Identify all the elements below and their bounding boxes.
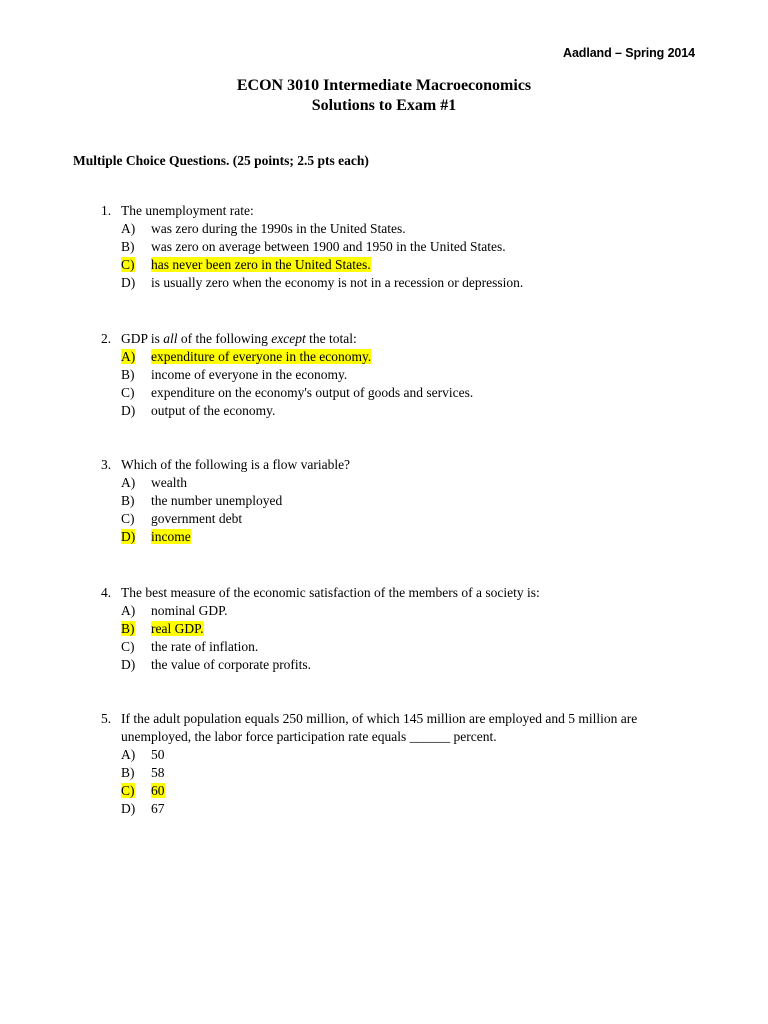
option-c [121, 638, 661, 656]
option-letter: A) [121, 603, 136, 618]
option-text: the value of corporate profits. [151, 657, 312, 672]
option-d [121, 274, 661, 292]
option-letter: B) [121, 367, 135, 382]
option-text: wealth [151, 475, 187, 490]
option-letter: D) [121, 403, 136, 418]
question-text: The best measure of the economic satisfaction of the members of a society is: [121, 585, 540, 600]
option-b [121, 764, 661, 782]
answer-highlight: income [151, 529, 191, 544]
option-letter-highlighted: C) [121, 783, 135, 798]
question-number: 3. [101, 457, 112, 472]
question-number: 2. [101, 331, 112, 346]
question-text: Which of the following is a flow variable? [121, 457, 351, 472]
question-stem [101, 584, 661, 602]
option-text: was zero during the 1990s in the United States. [151, 221, 406, 236]
question-stem [101, 330, 661, 348]
answer-highlight: real GDP. [151, 621, 204, 636]
option-letter: D) [121, 801, 136, 816]
option-letter: A) [121, 747, 136, 762]
question-list [101, 202, 661, 818]
option-letter: D) [121, 657, 136, 672]
question-text: GDP is all of the following except the total: [121, 331, 357, 346]
option-letter-highlighted: D) [121, 529, 136, 544]
option-c [121, 510, 661, 528]
question-stem [101, 202, 661, 220]
question-stem [101, 710, 661, 746]
question-3 [101, 456, 661, 546]
option-letter: C) [121, 511, 135, 526]
option-a [121, 474, 661, 492]
question-text: The unemployment rate: [121, 203, 254, 218]
option-letter: C) [121, 385, 135, 400]
option-text: 58 [151, 765, 165, 780]
option-a [121, 746, 661, 764]
option-d [121, 402, 661, 420]
question-number: 1. [101, 203, 112, 218]
header-note: Aadland – Spring 2014 [563, 46, 695, 60]
title-block [0, 76, 768, 116]
option-a-answer [121, 348, 661, 366]
option-letter: B) [121, 239, 135, 254]
page-title: ECON 3010 Intermediate Macroeconomics [236, 77, 532, 94]
option-letter: C) [121, 639, 135, 654]
option-letter-highlighted: C) [121, 257, 135, 272]
option-letter-highlighted: A) [121, 349, 136, 364]
answer-highlight: has never been zero in the United States. [151, 257, 371, 272]
option-list [121, 602, 661, 674]
option-b [121, 366, 661, 384]
question-4 [101, 584, 661, 674]
option-text: the rate of inflation. [151, 639, 259, 654]
option-text: expenditure on the economy's output of goods and services. [151, 385, 474, 400]
page-subtitle: Solutions to Exam #1 [311, 97, 457, 114]
option-b [121, 492, 661, 510]
question-2 [101, 330, 661, 420]
question-number: 4. [101, 585, 112, 600]
option-text: 50 [151, 747, 165, 762]
option-a [121, 220, 661, 238]
question-5 [101, 710, 661, 818]
option-letter: B) [121, 765, 135, 780]
option-text: was zero on average between 1900 and 1950 in the United States. [151, 239, 506, 254]
option-letter: B) [121, 493, 135, 508]
option-a [121, 602, 661, 620]
option-text: nominal GDP. [151, 603, 228, 618]
question-1 [101, 202, 661, 292]
option-text: 67 [151, 801, 165, 816]
section-heading: Multiple Choice Questions. (25 points; 2.5 pts each) [73, 153, 369, 168]
option-d [121, 800, 661, 818]
option-letter-highlighted: B) [121, 621, 135, 636]
answer-highlight: expenditure of everyone in the economy. [151, 349, 372, 364]
option-text: income of everyone in the economy. [151, 367, 348, 382]
option-c-answer [121, 782, 661, 800]
option-text: the number unemployed [151, 493, 283, 508]
option-b [121, 238, 661, 256]
option-text: government debt [151, 511, 243, 526]
option-b-answer [121, 620, 661, 638]
option-letter: D) [121, 275, 136, 290]
option-d-answer [121, 528, 661, 546]
option-list [121, 474, 661, 546]
option-text: output of the economy. [151, 403, 276, 418]
option-c-answer [121, 256, 661, 274]
question-stem [101, 456, 661, 474]
option-d [121, 656, 661, 674]
answer-highlight: 60 [151, 783, 165, 798]
option-list [121, 220, 661, 292]
question-text: If the adult population equals 250 million, of which 145 million are employed and 5 million are unemployed, the labor force participation rate equals ______ percent. [121, 711, 638, 744]
question-number: 5. [101, 711, 112, 726]
option-c [121, 384, 661, 402]
option-list [121, 348, 661, 420]
option-text: is usually zero when the economy is not in a recession or depression. [151, 275, 524, 290]
option-letter: A) [121, 221, 136, 236]
option-letter: A) [121, 475, 136, 490]
option-list [121, 746, 661, 818]
